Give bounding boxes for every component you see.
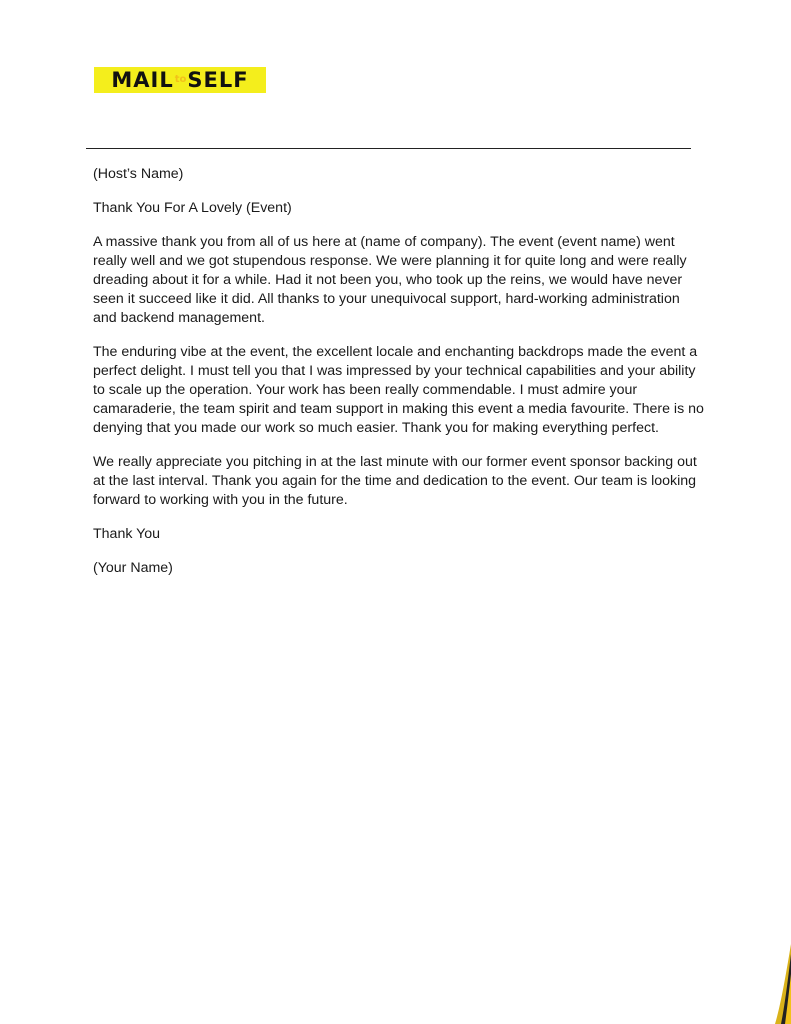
logo-text-self: SELF (187, 68, 249, 92)
logo-text-mail: MAIL (111, 68, 174, 92)
letter-paragraph-2: The enduring vibe at the event, the excellent locale and enchanting backdrops made the event a perfect delight. I must tell you that I was impressed by your technical capabilities and your ability to scale up the operation. Your work has been really commendable. I must admire your camaraderie, the team spirit and team support in making this event a media favourite. There is no denying that you made our work so much easier. Thank you for making everything perfect. (93, 344, 704, 436)
corner-decoration (751, 944, 791, 1024)
host-name-line: (Host’s Name) (93, 166, 184, 182)
letter-paragraph-3: We really appreciate you pitching in at the last minute with our former event sponsor backing out at the last interval. Thank you again for the time and dedication to the event. Our team is looking forward to working with you in the future. (93, 454, 697, 508)
logo-text-to: to (174, 74, 187, 85)
letter-paragraph-1: A massive thank you from all of us here at (name of company). The event (event name) went really well and we got stupendous response. We were planning it for quite long and were really dreading about it for a while. Had it not been you, who took up the reins, we would have never seen it succeed like it did. All thanks to your unequivocal support, hard-working administration and backend management. (93, 234, 687, 326)
letter-closing: Thank You (93, 526, 161, 542)
letter-subject: Thank You For A Lovely (Event) (93, 200, 292, 216)
letter-signature: (Your Name) (93, 560, 173, 576)
letter-body (93, 165, 705, 593)
mailtoself-logo (94, 67, 266, 93)
header-divider (86, 148, 691, 149)
